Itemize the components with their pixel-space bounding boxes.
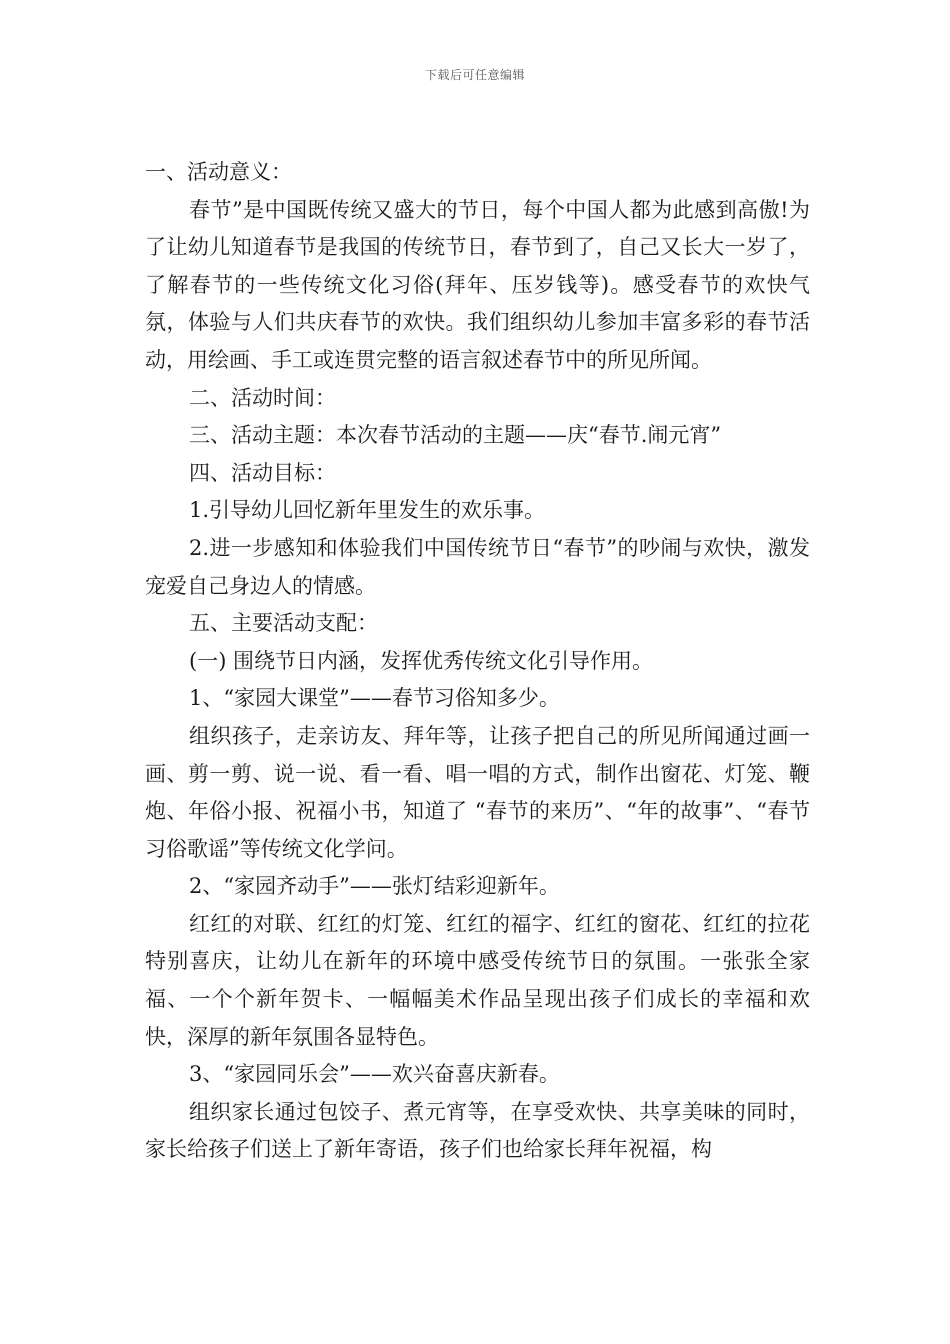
section-heading-arrangement: 五、主要活动支配： bbox=[189, 611, 378, 636]
activity-heading-3: 3、“家园同乐会”——欢兴奋喜庆新春。 bbox=[189, 1062, 560, 1087]
activity-body-1: 组织孩子，走亲访友、拜年等，让孩子把自己的所见所闻通过画一画、剪一剪、说一说、看一看、唱一唱的方式，制作出窗花、灯笼、鞭炮、年俗小报、祝福小书，知道了 “春节的来历”、“年的故事”、“春节习俗歌谣”等传统文化学问。 bbox=[145, 723, 810, 861]
goal-item-2: 2.进一步感知和体验我们中国传统节日“春节”的吵闹与欢快，激发宠爱自己身边人的情感。 bbox=[145, 535, 810, 598]
subsection-heading-1: (一) 围绕节日内涵，发挥优秀传统文化引导作用。 bbox=[189, 648, 654, 673]
activity-body-3: 组织家长通过包饺子、煮元宵等，在享受欢快、共享美味的同时，家长给孩子们送上了新年寄语，孩子们也给家长拜年祝福，构 bbox=[145, 1099, 810, 1162]
section-heading-significance: 一、活动意义： bbox=[145, 160, 292, 184]
page-header-note: 下载后可任意编辑 bbox=[424, 68, 525, 82]
activity-heading-2: 2、“家园齐动手”——张灯结彩迎新年。 bbox=[189, 874, 560, 899]
paragraph-significance-body: 春节”是中国既传统又盛大的节日，每个中国人都为此感到高傲!为了让幼儿知道春节是我国的传统节日，春节到了，自己又长大一岁了，了解春节的一些传统文化习俗(拜年、压岁钱等)。感受春节的欢快气氛，体验与人们共庆春节的欢快。我们组织幼儿参加丰富多彩的春节活动，用绘画、手工或连贯完整的语言叙述春节中的所见所闻。 bbox=[145, 197, 810, 372]
section-heading-theme: 三、活动主题：本次春节活动的主题——庆“春节.闹元宵” bbox=[189, 423, 722, 448]
section-heading-time: 二、活动时间： bbox=[189, 385, 336, 410]
document-body bbox=[145, 154, 810, 1169]
goal-item-1: 1.引导幼儿回忆新年里发生的欢乐事。 bbox=[189, 498, 546, 523]
activity-heading-1: 1、“家园大课堂”——春节习俗知多少。 bbox=[189, 686, 560, 711]
section-heading-goals: 四、活动目标： bbox=[189, 460, 336, 485]
activity-body-2: 红红的对联、红红的灯笼、红红的福字、红红的窗花、红红的拉花特别喜庆，让幼儿在新年的环境中感受传统节日的氛围。一张张全家福、一个个新年贺卡、一幅幅美术作品呈现出孩子们成长的幸福和欢快，深厚的新年氛围各显特色。 bbox=[145, 911, 810, 1049]
